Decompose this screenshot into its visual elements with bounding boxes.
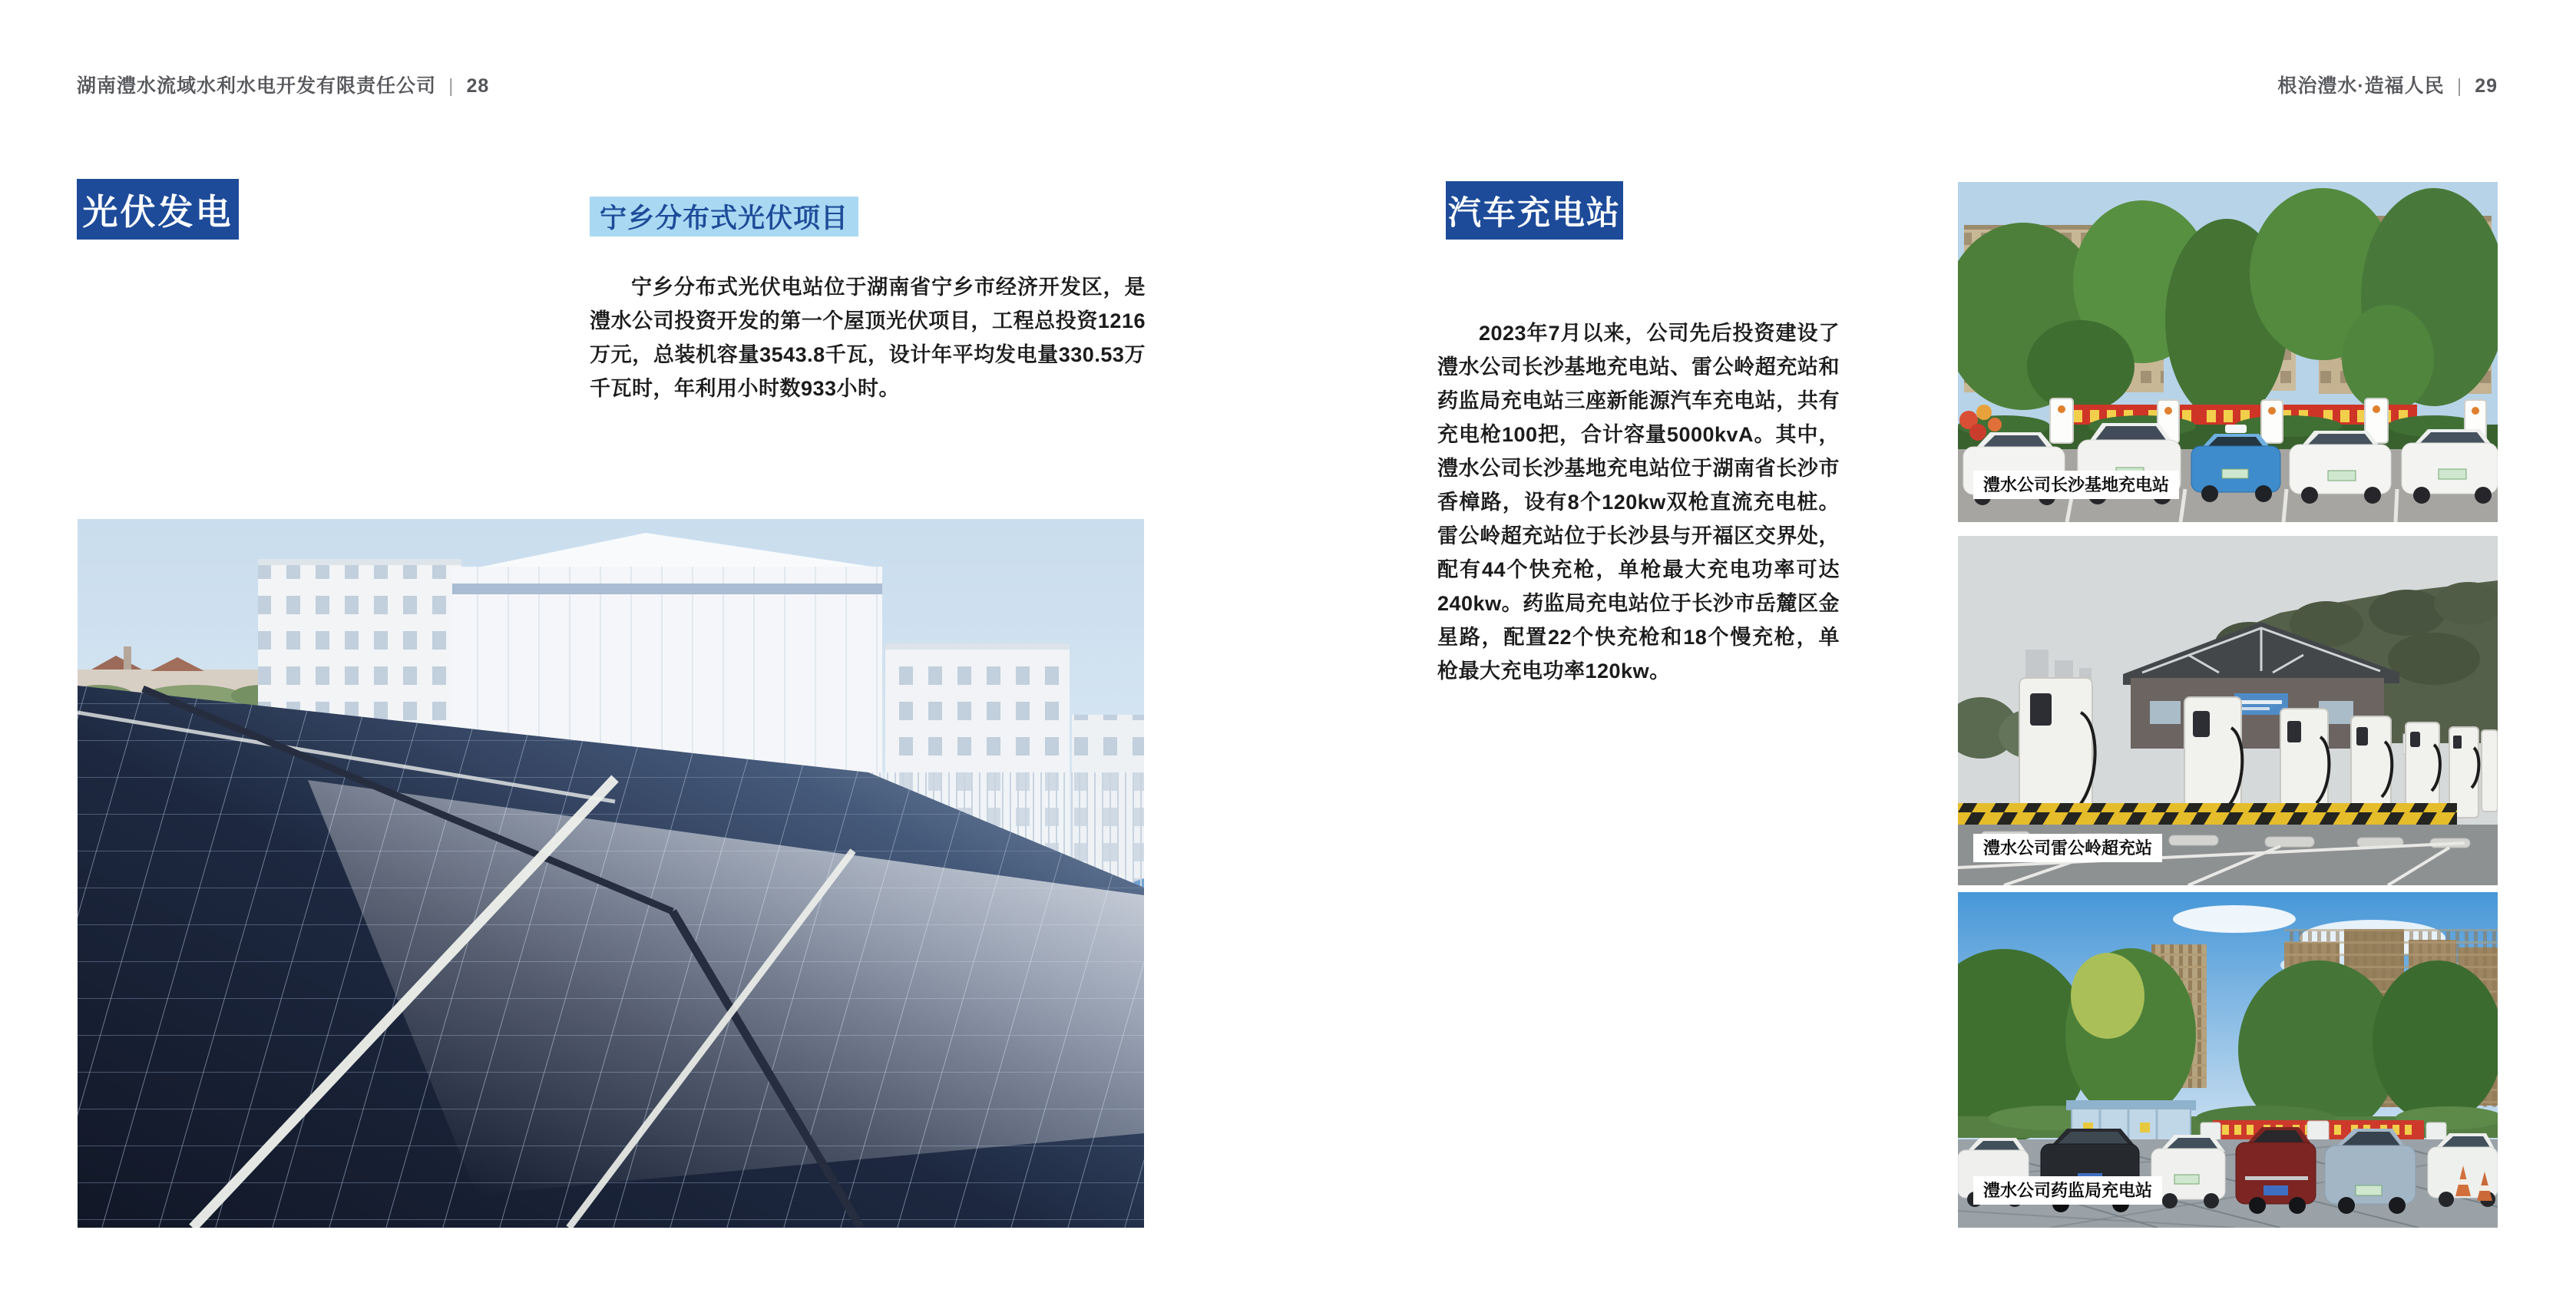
- left-page-header: [77, 71, 489, 98]
- header-divider: |: [2456, 75, 2463, 97]
- charging-section-title: 汽车充电站: [1446, 181, 1623, 240]
- solar-photo-illustration: [78, 519, 1144, 1228]
- changsha-base-station-photo: [1958, 182, 2498, 522]
- photo-caption-leigongling: 澧水公司雷公岭超充站: [1973, 834, 2162, 863]
- pv-section-title: 光伏发电: [77, 179, 239, 240]
- right-page-header: [2277, 71, 2498, 98]
- striped-barrier: [1958, 803, 2457, 826]
- photo-caption-yaojianju: 澧水公司药监局充电站: [1973, 1176, 2162, 1205]
- photo-caption-changsha-base: 澧水公司长沙基地充电站: [1973, 471, 2179, 500]
- company-name: 湖南澧水流域水利水电开发有限责任公司: [77, 75, 437, 97]
- company-slogan: 根治澧水·造福人民: [2277, 75, 2445, 97]
- page-number-left: 28: [466, 75, 490, 97]
- header-divider: |: [448, 75, 455, 97]
- charging-stations-paragraph: 2023年7月以来，公司先后投资建设了澧水公司长沙基地充电站、雷公岭超充站和药监局充电站三座新能源汽车充电站，共有充电枪100把，合计容量5000kvA。其中，澧水公司长沙基地充电站位于湖南省长沙市香樟路，设有8个120kw双枪直流充电桩。雷公岭超充站位于长沙县与开福区交界处，配有44个快充枪，单枪最大充电功率可达240kw。药监局充电站位于长沙市岳麓区金星路，配置22个快充枪和18个慢充枪，单枪最大充电功率120kw。: [1437, 322, 1840, 683]
- leigongling-station-photo: [1958, 536, 2498, 885]
- ningxiang-pv-project-subtitle: 宁乡分布式光伏项目: [590, 197, 858, 236]
- pv-project-paragraph: 宁乡分布式光伏电站位于湖南省宁乡市经济开发区，是澧水公司投资开发的第一个屋顶光伏项目，工程总投资1216万元，总装机容量3543.8千瓦，设计年平均发电量330.53万千瓦时，年利用小时数933小时。: [590, 276, 1146, 400]
- rooftop-solar-array-photo: [78, 519, 1144, 1228]
- page-number-right: 29: [2475, 75, 2498, 97]
- yaojianju-station-photo: [1958, 892, 2498, 1228]
